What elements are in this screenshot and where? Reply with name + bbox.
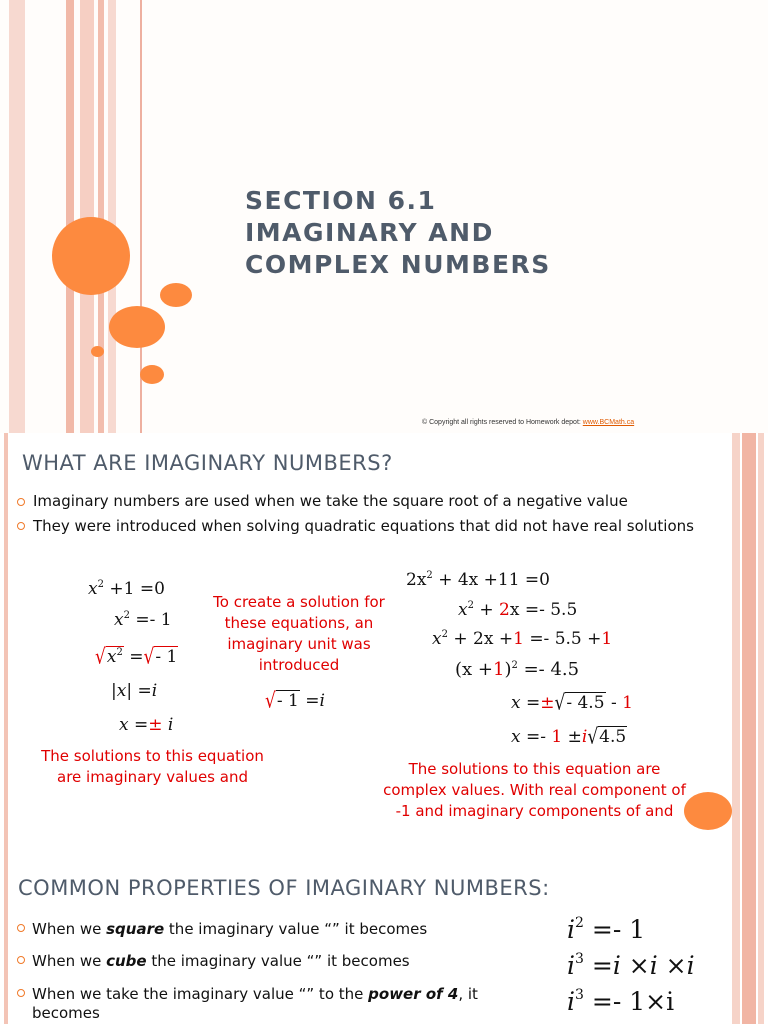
copyright-text: © Copyright all rights reserved to Homework depot:	[422, 419, 583, 426]
equation-imaginary-unit: √- 1 =i	[265, 688, 325, 714]
decor-circle	[140, 365, 164, 384]
decor-stripe	[758, 865, 764, 1024]
equation: $2x^2 + 4x +11 =0$	[406, 570, 550, 590]
equation: x =± i	[119, 715, 174, 735]
title-slide	[0, 0, 768, 433]
decor-stripe	[108, 0, 116, 433]
slide-title	[245, 185, 725, 281]
decor-circle	[684, 792, 732, 830]
equation: $(x +1)^2 =- 4.5$	[455, 659, 580, 680]
equation: $x^2 +1 =0$	[88, 579, 165, 599]
equation: $√x^2$ =√- 1	[95, 644, 178, 670]
bullet-text: They were introduced when solving quadratic equations that did not have real solutions	[33, 517, 694, 535]
section-heading: WHAT ARE IMAGINARY NUMBERS?	[22, 451, 393, 475]
decor-stripe	[4, 433, 8, 865]
bullet-marker	[17, 924, 25, 932]
title-line: SECTION 6.1	[245, 186, 437, 215]
solution-note: The solutions to this equation are complex values. With real component of -1 and imaginary components of and	[383, 760, 686, 820]
equation: $x^2 =- 1$	[114, 610, 172, 630]
bullet-marker	[17, 498, 25, 506]
bullet-text: When we square the imaginary value “” it becomes	[32, 920, 428, 938]
copyright-notice	[422, 419, 634, 426]
decor-stripe	[98, 0, 104, 433]
bullet-marker	[17, 522, 25, 530]
decor-stripe	[732, 865, 740, 1024]
decor-stripe	[9, 0, 25, 433]
section-heading: COMMON PROPERTIES OF IMAGINARY NUMBERS:	[18, 876, 550, 900]
slide-imaginary-numbers	[0, 433, 768, 865]
equation: $x^2 + 2x =- 5.5$	[458, 600, 578, 620]
title-line: COMPLEX NUMBERS	[245, 250, 551, 279]
bullet-text: When we cube the imaginary value “” it becomes	[32, 952, 410, 970]
decor-circle	[91, 346, 104, 357]
copyright-link[interactable]: www.BCMath.ca	[582, 419, 635, 426]
title-line: IMAGINARY AND	[245, 218, 494, 247]
decor-stripe	[758, 433, 764, 865]
decor-circle	[109, 306, 165, 348]
decor-circle	[160, 283, 192, 307]
equation: |x| =i	[111, 681, 158, 701]
equation: $x^2 + 2x +1 =- 5.5 +1$	[432, 629, 613, 649]
property-equation: $i^2 =- 1$	[567, 915, 646, 944]
solution-note: The solutions to this equation are imaginary values and	[41, 747, 264, 786]
slide-properties	[0, 865, 768, 1024]
decor-stripe	[732, 433, 740, 865]
bullet-text: When we take the imaginary value “” to the power of 4, it becomes	[32, 985, 478, 1022]
bullet-text: Imaginary numbers are used when we take the square root of a negative value	[33, 492, 628, 510]
bullet-marker	[17, 989, 25, 997]
decor-stripe	[66, 0, 74, 433]
equation: x =- 1 ±i√4.5	[511, 724, 627, 750]
explanation-note: To create a solution for these equations, an imaginary unit was introduced	[213, 593, 385, 674]
property-equation: $i^3 =i \times i \times i$	[567, 951, 695, 980]
equation: x =±√- 4.5 - 1	[511, 690, 633, 716]
property-equation: $i^3 =- 1\times i$	[567, 987, 675, 1016]
decor-stripe	[742, 433, 756, 865]
decor-stripe	[4, 865, 8, 1024]
bullet-marker	[17, 956, 25, 964]
decor-stripe	[742, 865, 756, 1024]
decor-circle	[52, 217, 130, 295]
